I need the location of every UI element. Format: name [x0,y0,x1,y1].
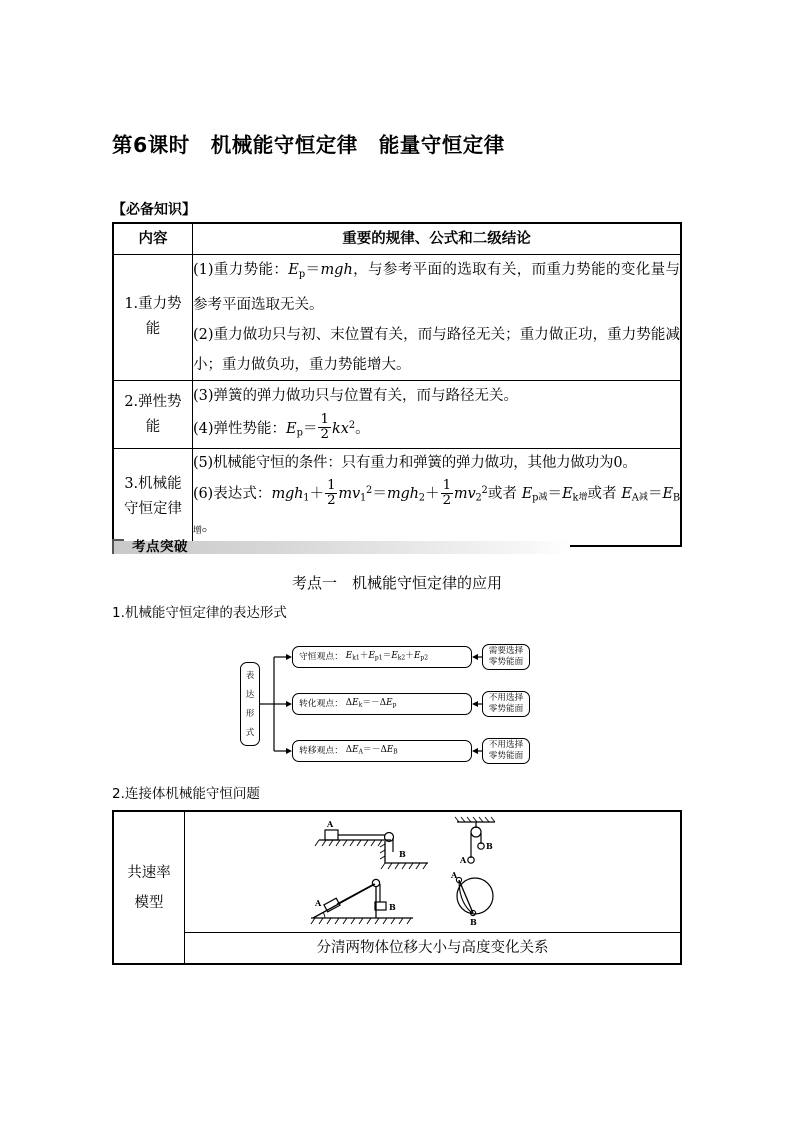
flowchart-note-transformation [482,691,530,717]
flowchart-branch-transfer [292,740,472,762]
note-line: 不用选择 [488,739,524,750]
knowledge-item: (4)弹性势能：$E_p=$ $\frac{1}{2}$ $kx^2$。 [193,412,370,443]
knowledge-item: (1)重力势能：$E_p=mgh$，与参考平面的选取有关，而重力势能的变化量与参考平面选取无关。 [193,262,681,313]
root-char: 形 [245,708,255,719]
table-row [113,380,681,449]
row-label-mechanical-energy: 3.机械能 守恒定律 [113,449,193,546]
figure-label-b: B [470,917,477,927]
table-row [113,933,681,965]
subheading-connected-bodies: 2.连接体机械能守恒问题 [112,786,260,802]
corner-bracket-icon [112,539,124,554]
branch-viewpoint-label: 守恒观点： [299,651,343,662]
circular-ring-diagram [443,868,515,934]
flowchart-branch-transformation [292,693,472,715]
branch-viewpoint-label: 转移观点： [299,745,343,756]
root-char: 达 [245,689,255,700]
flowchart-note-transfer [482,738,530,764]
page-title: 第6课时 机械能守恒定律 能量守恒定律 [112,133,505,157]
branch-viewpoint-label: 转化观点： [299,698,343,709]
knowledge-item: (6)表达式：mgh$_1$＋ $\frac{1}{2}$ $mv_1^2=mgh_2+$ $\frac{1}{2}$ $mv_2^2$或者 $E_p$减$=E_k$增或者 $E_A$减$=E_B$增。 [193,477,680,536]
table-row [113,811,681,933]
column-header-content: 内容 [113,223,193,255]
note-line: 零势能面 [488,704,524,714]
branch-formula: $\Delta E_A=-\Delta E_B$ [343,745,398,757]
figure-label-a: A [327,819,334,829]
column-header-rules: 重要的规律、公式和二级结论 [193,223,682,255]
knowledge-item: (5)机械能守恒的条件：只有重力和弹簧的弹力做功，其他力做功为0。 [193,455,637,472]
breakthrough-label: 考点突破 [132,539,188,555]
model-table [112,810,682,965]
row-label-gravitational-pe: 1.重力势 能 [113,255,193,381]
model-label-line: 共速率 [127,864,171,881]
note-line: 零势能面 [488,751,524,761]
note-line: 不用选择 [488,692,524,703]
expression-forms-flowchart [240,640,550,768]
flowchart-note-conservation [482,644,530,670]
subheading-expression-forms: 1.机械能守恒定律的表达形式 [112,605,287,621]
model-figures-cell [185,811,682,933]
incline-pulley-diagram [303,870,433,934]
branch-formula: $\Delta E_k=-\Delta E_p$ [343,698,397,710]
table-row [113,449,681,546]
note-line: 零势能面 [488,657,524,667]
knowledge-table [112,222,682,547]
note-line: 需要选择 [488,645,524,656]
row-content-gravitational-pe [193,255,682,381]
section-heading-essential-knowledge: 【必备知识】 [112,202,196,218]
figure-label-b: B [486,841,493,851]
row-label-elastic-pe: 2.弹性势 能 [113,380,193,449]
knowledge-item: (3)弹簧的弹力做功只与位置有关，而与路径无关。 [193,387,519,404]
model-label-line: 模型 [134,894,164,911]
table-header-row [113,223,681,255]
breakthrough-banner [112,538,682,558]
figure-label-b: B [389,902,396,912]
figures-wrap [185,812,680,932]
branch-formula: $E_{k1}+E_{p1}=E_{k2}+E_{p2}$ [345,651,429,663]
flowchart-branch-conservation [292,646,472,668]
model-caption: 分清两物体位移大小与高度变化关系 [185,933,682,965]
root-char: 式 [245,727,255,738]
figure-label-a: A [460,855,467,865]
row-content-mechanical-energy [193,449,682,546]
table-row [113,255,681,381]
figure-label-b: B [399,849,406,859]
figure-label-a: A [315,898,322,908]
table-pulley-diagram [313,816,433,876]
kaodian-title: 考点一 机械能守恒定律的应用 [291,574,502,592]
row-content-elastic-pe [193,380,682,449]
root-char: 表 [245,670,255,681]
model-label-cell [113,811,185,964]
flowchart-root-box [240,662,260,746]
figure-label-a: A [451,870,458,880]
knowledge-item: (2)重力做功只与初、末位置有关，而与路径无关；重力做正功，重力势能减小；重力做负功，重力势能增大。 [193,326,680,373]
